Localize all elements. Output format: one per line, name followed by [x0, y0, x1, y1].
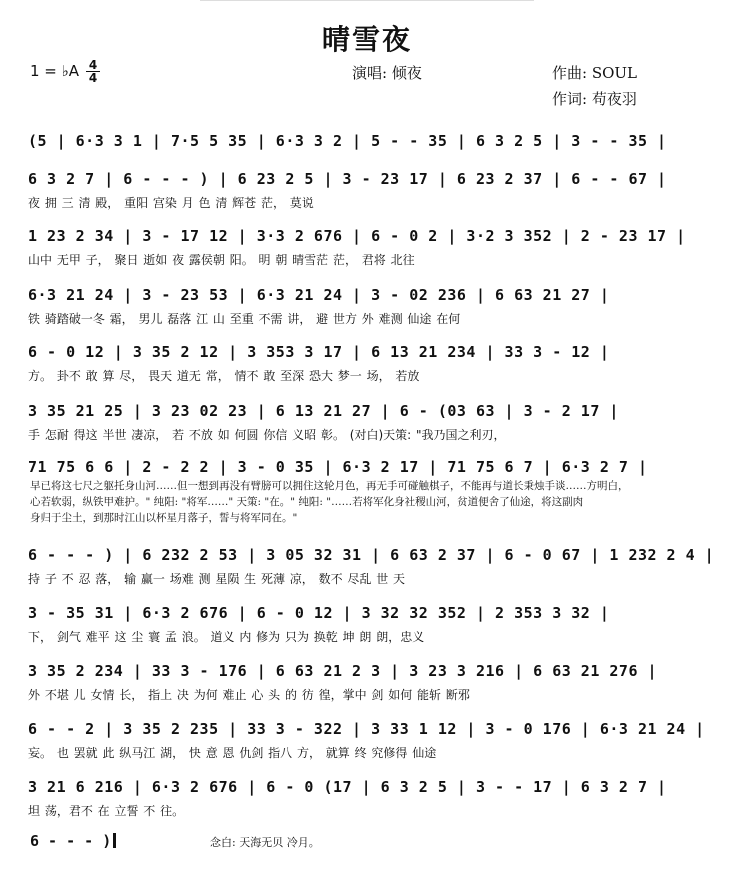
notation-line: 6·3 21 24 | 3 - 23 53 | 6·3 21 24 | 3 - 02 236 | 6 63 21 27 |: [28, 286, 610, 304]
notation-line: 3 21 6 216 | 6·3 2 676 | 6 - 0 (17 | 6 3 2 5 | 3 - - 17 | 6 3 2 7 |: [28, 778, 667, 796]
singer-credit: 演唱: 倾夜: [352, 64, 422, 82]
lyric-line: 夜 拥 三 清 殿， 重阳 宫染 月 色 清 辉苍 茫， 莫说: [28, 196, 314, 210]
closing-recitation: 念白: 天海无贝 冷月。: [210, 836, 320, 849]
time-signature: [86, 60, 100, 83]
lyric-line: 下， 剑气 难平 这 尘 寰 孟 浪。 道义 内 修为 只为 换乾 坤 朗 朗，忠义: [28, 630, 425, 644]
lyric-line: 铁 骑踏破一冬 霜， 男儿 磊落 江 山 至重 不需 讲， 避 世方 外 难测 仙途 在何: [28, 312, 461, 326]
notation-line: 3 - 35 31 | 6·3 2 676 | 6 - 0 12 | 3 32 32 352 | 2 353 3 32 |: [28, 604, 610, 622]
lyric-line: 山中 无甲 子， 聚日 逝如 夜 露侯朝 阳。 明 朝 晴雪茫 茫， 君将 北往: [28, 253, 415, 267]
notation-line: 6 - - 2 | 3 35 2 235 | 33 3 - 322 | 3 33 1 12 | 3 - 0 176 | 6·3 21 24 |: [28, 720, 705, 738]
composer-credit: 作曲: SOUL: [552, 64, 637, 82]
time-signature-bottom: 4: [88, 71, 98, 85]
final-measure: [30, 832, 116, 850]
notation-line: 6 3 2 7 | 6 - - - ) | 6 23 2 5 | 3 - 23 17 | 6 23 2 37 | 6 - - 67 |: [28, 170, 667, 188]
final-notes: 6 - - - ): [30, 832, 112, 850]
dialogue-line: 身归于尘土，到那时江山以杯星月落子，誓与将军同在。": [30, 512, 298, 524]
time-signature-top: 4: [88, 58, 98, 72]
lyric-line: 手 怎耐 得这 半世 凄凉， 若 不放 如 何圆 你信 义昭 彰。 (对白)天策: "我乃国之利刃，: [28, 428, 506, 442]
lyricist-credit: 作词: 苟夜羽: [552, 90, 637, 108]
notation-line: (5 | 6·3 3 1 | 7·5 5 35 | 6·3 3 2 | 5 - - 35 | 6 3 2 5 | 3 - - 35 |: [28, 132, 667, 150]
lyric-line: 妄。 也 罢就 此 纵马江 湖， 快 意 恩 仇剑 指八 方， 就算 终 究修得 仙途: [28, 746, 437, 760]
final-barline: [113, 833, 116, 848]
dialogue-line: 心若软弱，纵铁甲难护。" 纯阳: "将军……" 天策: "在。" 纯阳: "……若将军化身社稷山河，贫道便舍了仙途，将这副肉: [30, 496, 584, 508]
lyric-line: 方。 卦不 敢 算 尽， 畏天 道无 常， 情不 敢 至深 恐大 梦一 场， 若放: [28, 369, 420, 383]
dialogue-text: [30, 478, 710, 526]
dialogue-line: 早已将这七尺之躯托身山河……但一想到再没有臂膀可以拥住这轮月色，再无手可碰触棋子，不能再与道长秉烛手谈……方明白，: [30, 480, 629, 492]
notation-line: 1 23 2 34 | 3 - 17 12 | 3·3 2 676 | 6 - 0 2 | 3·2 3 352 | 2 - 23 17 |: [28, 227, 686, 245]
top-divider: [200, 0, 534, 2]
notation-line: 3 35 2 234 | 33 3 - 176 | 6 63 21 2 3 | 3 23 3 216 | 6 63 21 276 |: [28, 662, 658, 680]
key-signature: 1 = ♭A: [30, 62, 79, 80]
lyric-line: 持 子 不 忍 落， 输 赢一 场难 测 星陨 生 死薄 凉， 数不 尽乱 世 天: [28, 572, 406, 586]
lyric-line: 外 不堪 儿 女情 长， 指上 决 为何 难止 心 头 的 彷 徨，掌中 剑 如何 能斩 断邪: [28, 688, 470, 702]
notation-line: 6 - - - ) | 6 232 2 53 | 3 05 32 31 | 6 63 2 37 | 6 - 0 67 | 1 232 2 4 |: [28, 546, 715, 564]
notation-line: 71 75 6 6 | 2 - 2 2 | 3 - 0 35 | 6·3 2 17 | 71 75 6 7 | 6·3 2 7 |: [28, 458, 648, 476]
notation-line: 3 35 21 25 | 3 23 02 23 | 6 13 21 27 | 6 - (03 63 | 3 - 2 17 |: [28, 402, 619, 420]
song-title: 晴雪夜: [321, 23, 412, 56]
lyric-line: 坦 荡，君不 在 立誓 不 往。: [28, 804, 185, 818]
notation-line: 6 - 0 12 | 3 35 2 12 | 3 353 3 17 | 6 13 21 234 | 33 3 - 12 |: [28, 343, 610, 361]
